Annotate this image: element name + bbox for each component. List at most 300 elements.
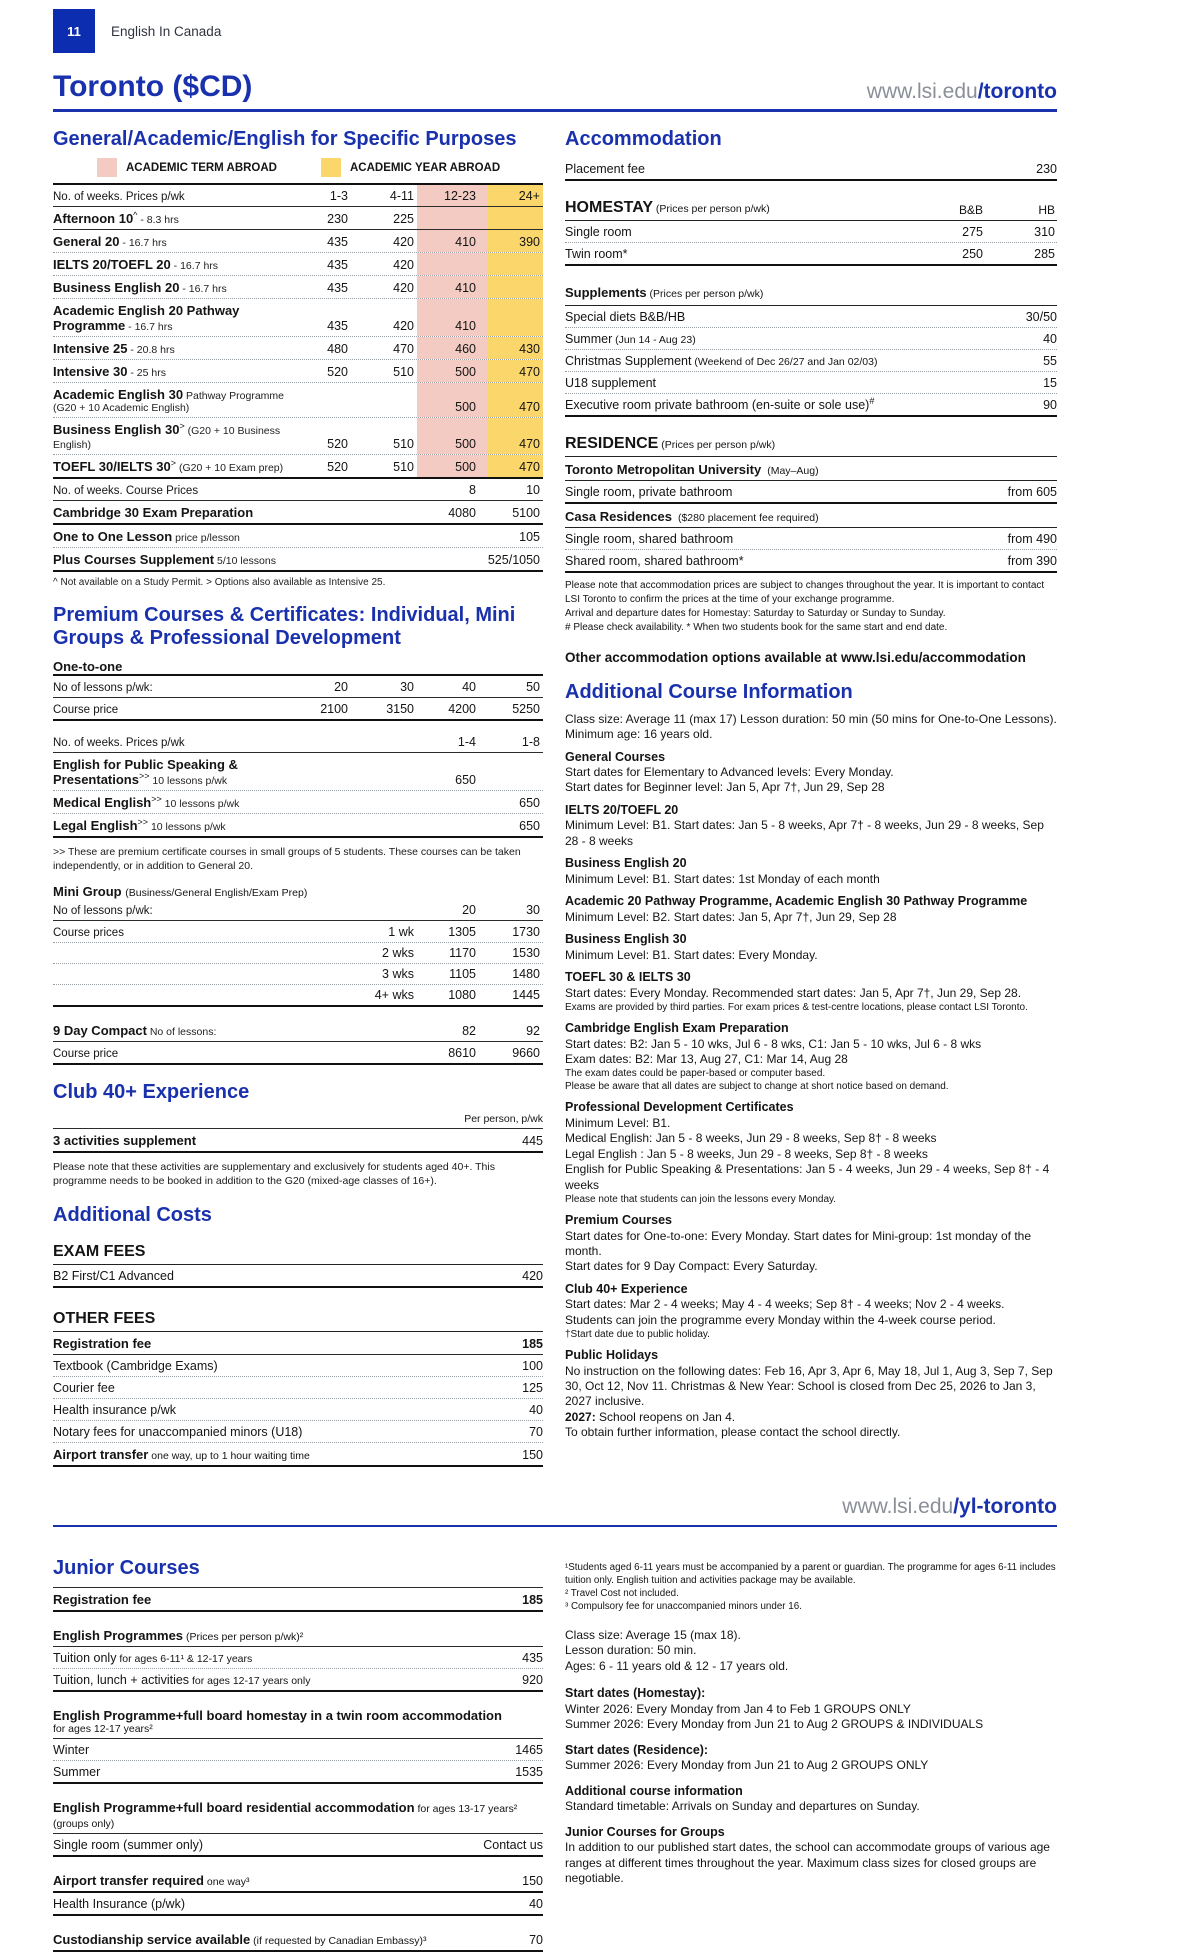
price-cell: 90 xyxy=(1043,398,1057,413)
price-cell: 500 xyxy=(417,360,487,382)
row-label xyxy=(53,1336,151,1351)
premium-price-table xyxy=(53,674,543,838)
row-subtext: - 25 hrs xyxy=(127,367,166,380)
row-subtext: - 8.3 hrs xyxy=(137,214,179,227)
price-cell xyxy=(417,525,487,547)
mini-group-head xyxy=(53,884,543,899)
price-cell: 40 xyxy=(529,1402,543,1417)
price-cell: 460 xyxy=(417,337,487,359)
row-label xyxy=(53,253,293,275)
course-info-smallnote: The exam dates could be paper-based or computer based. xyxy=(565,1068,826,1080)
table-row xyxy=(53,1443,543,1467)
supplements-title xyxy=(565,284,915,302)
row-label xyxy=(53,1838,203,1852)
row-title: Tuition, lunch + activities xyxy=(53,1673,190,1688)
row-label xyxy=(53,1403,176,1417)
bold-lead: 2027: xyxy=(565,1409,596,1424)
row-title: Christmas Supplement xyxy=(565,354,692,369)
table-row xyxy=(53,299,543,337)
superscript-marker: >> xyxy=(138,771,150,782)
table-row xyxy=(565,394,1057,417)
page-number-box xyxy=(53,9,95,53)
supplements-sublabel: (Prices per person p/wk) xyxy=(646,288,764,301)
page xyxy=(53,0,1057,1952)
junior-title: Junior Courses xyxy=(53,1556,200,1579)
row-title: Notary fees for unaccompanied minors (U18) xyxy=(53,1424,303,1439)
homestay-head xyxy=(565,193,1057,221)
junior-info-line: Summer 2026: Every Monday from Jun 21 to Aug 2 GROUPS ONLY xyxy=(565,1758,929,1773)
course-info-head: Public Holidays xyxy=(565,1347,659,1362)
course-info-line: Students can join the programme every Monday within the 4-week course period. xyxy=(565,1312,996,1327)
row-subtext: one way, up to 1 hour waiting time xyxy=(148,1449,310,1462)
row-label xyxy=(53,1592,151,1607)
price-cell: 40 xyxy=(529,1897,543,1912)
price-cell: 3150 xyxy=(386,702,414,717)
row-subtext: (G20 + 10 Exam prep) xyxy=(176,462,284,475)
course-info-line: Minimum Level: B1. Start dates: Jan 5 - 8 weeks, Apr 7† - 8 weeks, Jun 29 - 8 weeks, Sep 28 - 8 weeks xyxy=(565,818,1044,848)
junior-url[interactable] xyxy=(842,1495,1057,1518)
additional-costs-title: Additional Costs xyxy=(53,1204,212,1227)
price-cell xyxy=(487,276,543,298)
table-row xyxy=(53,183,543,207)
price-cell: Contact us xyxy=(483,1838,543,1853)
price-cell: 525/1050 xyxy=(487,553,540,568)
price-cell: 40 xyxy=(462,680,476,695)
row-label xyxy=(53,998,313,1005)
price-cell: from 605 xyxy=(1007,485,1057,500)
period-cell: 4+ wks xyxy=(374,987,414,1002)
url-prefix: www.lsi.edu xyxy=(842,1494,954,1518)
row-title: Tuition only xyxy=(53,1651,117,1666)
table-row xyxy=(53,731,543,753)
junior-info-blocks xyxy=(565,1686,1057,1886)
price-cell: 1080 xyxy=(448,987,476,1002)
row-subtext: - 16.7 hrs xyxy=(170,260,219,273)
row-title: English for Public Speaking & Presentations xyxy=(53,757,238,788)
price-cell xyxy=(487,207,543,229)
superscript-marker: # xyxy=(869,396,875,407)
price-cell: 150 xyxy=(522,1874,543,1889)
price-cell: 650 xyxy=(455,773,476,788)
row-title: B2 First/C1 Advanced xyxy=(53,1268,174,1283)
course-info-line: Minimum age: 16 years old. xyxy=(565,727,713,742)
row-label xyxy=(53,1019,313,1041)
table-row xyxy=(53,943,543,964)
price-cell: 1-8 xyxy=(521,735,540,750)
price-cell xyxy=(351,383,417,417)
price-cell: 920 xyxy=(522,1673,543,1688)
price-cell: 420 xyxy=(393,258,414,273)
mini-group-title: Mini Group xyxy=(53,883,122,899)
course-info-line: To obtain further information, please contact the school directly. xyxy=(565,1425,901,1439)
price-cell: 10 xyxy=(526,483,540,498)
price-cell: 230 xyxy=(1036,162,1057,177)
residence-head xyxy=(565,429,1057,457)
price-cell: 650 xyxy=(519,819,540,834)
junior-info-head: Additional course information xyxy=(565,1783,743,1798)
row-label xyxy=(53,1897,185,1911)
table-row xyxy=(53,814,543,838)
price-cell: 435 xyxy=(327,281,348,296)
price-cell: 92 xyxy=(526,1023,540,1038)
price-cell: 435 xyxy=(327,258,348,273)
course-info-line: No instruction on the following dates: Feb 16, Apr 3, Apr 6, May 18, Jul 1, Aug 3, Sep 7, Sep 30, Oct 12, Nov 11. Christmas & New Year: School is closed from Dec 25, 2026 to Jan 3, 2027 inclusive. xyxy=(565,1363,1053,1409)
row-title: Business English 20 xyxy=(53,280,180,296)
homestay-sublabel: (Prices per person p/wk) xyxy=(653,203,770,216)
mini-group-table xyxy=(53,899,543,1007)
course-info-block xyxy=(565,1348,1057,1440)
price-cell: 105 xyxy=(519,530,540,545)
table-row xyxy=(53,253,543,276)
price-cell: 4080 xyxy=(448,506,476,521)
table-row xyxy=(53,1647,543,1669)
row-label xyxy=(53,548,293,570)
junior-info-line: In addition to our published start dates, the school can accommodate groups of various age ranges at different times throughout the year. Maximum class sizes for closed groups are negotiable. xyxy=(565,1840,1050,1885)
price-cell: 510 xyxy=(393,365,414,380)
row-label xyxy=(53,1932,427,1947)
period-cell: 2 wks xyxy=(382,945,414,960)
row-label xyxy=(53,1673,310,1687)
row-label xyxy=(53,360,293,382)
general-footnote: ^ Not available on a Study Permit. > Options also available as Intensive 25. xyxy=(53,577,386,589)
price-cell: 470 xyxy=(487,418,543,454)
row-subtext: for ages 12-17 years² xyxy=(53,1723,153,1736)
price-cell: 500 xyxy=(417,418,487,454)
table-row xyxy=(53,548,543,572)
row-label xyxy=(53,1425,302,1439)
column-header-hb: HB xyxy=(1038,203,1055,218)
row-label xyxy=(53,276,293,298)
price-cell: 420 xyxy=(393,281,414,296)
superscript-marker: > xyxy=(179,421,185,432)
price-cell: 430 xyxy=(487,337,543,359)
table-row xyxy=(53,525,543,548)
price-cell xyxy=(417,791,487,813)
club40-table xyxy=(53,1129,543,1153)
price-cell: 480 xyxy=(327,342,348,357)
price-cell: 8610 xyxy=(448,1045,476,1060)
table-row xyxy=(565,328,1057,350)
other-fees-head: OTHER FEES xyxy=(53,1302,543,1332)
price-cell: 435 xyxy=(327,235,348,250)
accommodation-notes xyxy=(565,579,1057,635)
course-info-head: Cambridge English Exam Preparation xyxy=(565,1021,789,1036)
row-title: No of lessons p/wk: xyxy=(53,682,153,695)
row-label xyxy=(53,1628,303,1643)
row-label xyxy=(53,731,293,752)
row-label xyxy=(53,899,313,920)
row-label xyxy=(565,532,733,546)
row-label xyxy=(53,791,293,813)
row-title: English Programme+full board homestay in a twin room accommodation xyxy=(53,1708,502,1724)
row-label xyxy=(565,376,656,390)
course-info-line: Medical English: Jan 5 - 8 weeks, Jun 29 - 8 weeks, Sep 8† - 8 weeks xyxy=(565,1131,937,1146)
row-title: Single room, shared bathroom xyxy=(565,532,734,547)
row-label xyxy=(53,1359,218,1373)
junior-price-table xyxy=(53,1587,543,1952)
row-title: One to One Lesson xyxy=(53,529,173,545)
legend-label: ACADEMIC YEAR ABROAD xyxy=(349,161,501,174)
price-cell: 420 xyxy=(522,1268,543,1283)
table-row xyxy=(565,306,1057,328)
row-label xyxy=(53,207,293,229)
price-cell: 250 xyxy=(962,247,983,262)
table-row xyxy=(53,1669,543,1692)
row-subtext: 5/10 lessons xyxy=(214,555,276,568)
row-subtext: (Prices per person p/wk)² xyxy=(183,1631,304,1644)
title-rule xyxy=(53,109,1057,112)
row-label xyxy=(53,698,293,719)
junior-class-line: Class size: Average 15 (max 18). xyxy=(565,1627,741,1642)
row-label xyxy=(53,383,293,417)
course-info-line: Legal English : Jan 5 - 8 weeks, Jun 29 - 8 weeks, Sep 8† - 8 weeks xyxy=(565,1146,928,1161)
price-cell: 125 xyxy=(522,1380,543,1395)
junior-info-line: Standard timetable: Arrivals on Sunday and departures on Sunday. xyxy=(565,1799,920,1814)
line-text: School reopens on Jan 4. xyxy=(595,1409,736,1424)
table-row xyxy=(53,479,543,501)
table-row xyxy=(53,1624,543,1647)
table-row xyxy=(53,1332,543,1355)
course-info-head: General Courses xyxy=(565,749,666,764)
price-cell xyxy=(293,731,351,752)
junior-left-column xyxy=(53,1543,543,1952)
course-info-block xyxy=(565,970,1057,1014)
table-row xyxy=(53,1042,543,1065)
row-subtext: (Jun 14 - Aug 23) xyxy=(612,334,696,347)
row-title: 3 activities supplement xyxy=(53,1132,197,1148)
course-info-line: Start dates for Beginner level: Jan 5, Apr 7†, Jun 29, Sep 28 xyxy=(565,780,885,795)
junior-info-block xyxy=(565,1825,1057,1887)
legend-item xyxy=(321,158,500,177)
price-cell: 520 xyxy=(327,365,348,380)
row-label xyxy=(565,332,696,346)
table-row xyxy=(53,1869,543,1893)
price-cell: 470 xyxy=(487,455,543,477)
price-cell: 500 xyxy=(417,455,487,477)
series-label: English In Canada xyxy=(111,23,222,39)
general-price-table xyxy=(53,183,543,572)
price-cell: 435 xyxy=(522,1651,543,1666)
row-title: Placement fee xyxy=(565,162,645,177)
row-label xyxy=(53,921,313,942)
table-row xyxy=(565,350,1057,372)
price-cell: 12-23 xyxy=(417,185,487,206)
row-label xyxy=(565,354,877,368)
price-cell: 470 xyxy=(393,342,414,357)
price-cell xyxy=(351,479,417,500)
group-title: Toronto Metropolitan University xyxy=(565,462,762,478)
price-cell: 520 xyxy=(327,437,348,452)
nine-day-compact-table xyxy=(53,1019,543,1065)
row-title: Airport transfer required xyxy=(53,1873,204,1889)
row-title: Health Insurance (p/wk) xyxy=(53,1897,186,1912)
row-title: Intensive 30 xyxy=(53,364,128,380)
main-url[interactable] xyxy=(867,80,1057,104)
row-subtext: 10 lessons p/wk xyxy=(161,798,240,811)
course-info-head: Premium Courses xyxy=(565,1212,672,1227)
table-row xyxy=(565,528,1057,550)
row-label xyxy=(53,418,293,454)
junior-url-row xyxy=(53,1495,1057,1519)
price-cell: 410 xyxy=(417,276,487,298)
accommodation-title: Accommodation xyxy=(565,128,722,150)
row-label xyxy=(565,310,685,324)
price-cell: 150 xyxy=(522,1447,543,1462)
yellow-swatch xyxy=(321,158,341,177)
price-cell: 1535 xyxy=(515,1765,543,1780)
price-cell: 310 xyxy=(1034,225,1055,240)
title-row xyxy=(53,70,1057,104)
note-line: # Please check availability. * When two students book for the same start and end date. xyxy=(565,622,948,634)
table-row xyxy=(565,550,1057,573)
row-title: English Programmes xyxy=(53,1628,184,1644)
row-label xyxy=(565,162,645,176)
row-title: Courier fee xyxy=(53,1380,115,1395)
price-cell: 4200 xyxy=(448,702,476,717)
row-label xyxy=(53,1381,115,1395)
course-info-block xyxy=(565,750,1057,796)
row-label xyxy=(53,814,293,836)
price-cell xyxy=(351,753,417,790)
row-title: Special diets B&B/HB xyxy=(565,310,686,325)
supplements-head xyxy=(565,278,1057,306)
course-info-head: Business English 30 xyxy=(565,932,687,947)
price-cell xyxy=(417,548,487,570)
price-cell xyxy=(351,501,417,523)
row-label xyxy=(53,479,293,500)
junior-info-column xyxy=(565,1561,1057,1897)
course-info-head: Business English 20 xyxy=(565,856,687,871)
price-cell xyxy=(293,814,351,836)
price-cell xyxy=(293,383,351,417)
price-cell: 8 xyxy=(469,483,476,498)
course-info-smallnote: †Start date due to public holiday. xyxy=(565,1328,710,1340)
superscript-marker: > xyxy=(170,458,177,469)
row-title: No. of weeks. Prices p/wk xyxy=(53,737,185,750)
superscript-marker: ^ xyxy=(133,210,138,221)
course-info-block xyxy=(565,1100,1057,1205)
row-title: Executive room private bathroom (en-suite or sole use) xyxy=(565,398,870,413)
row-subtext: 10 lessons p/wk xyxy=(149,775,228,788)
course-info-smallnote: Please note that students can join the lessons every Monday. xyxy=(565,1193,837,1205)
table-row xyxy=(53,753,543,791)
junior-info-block xyxy=(565,1686,1057,1732)
row-label xyxy=(565,485,732,499)
table-row xyxy=(53,1834,543,1857)
junior-info-head: Start dates (Residence): xyxy=(565,1742,709,1757)
junior-footnote: ¹Students aged 6-11 years must be accompanied by a parent or guardian. The programme for ages 6-11 includes tuition only. English tuition and activities package may be available. xyxy=(565,1561,1056,1586)
table-row xyxy=(53,964,543,985)
row-label xyxy=(53,1765,100,1779)
price-cell: 30/50 xyxy=(1025,310,1057,325)
row-title: Textbook (Cambridge Exams) xyxy=(53,1358,218,1373)
table-row xyxy=(53,383,543,418)
price-cell xyxy=(293,479,351,500)
column-header-bb: B&B xyxy=(958,203,983,218)
exam-fees-head: EXAM FEES xyxy=(53,1235,543,1265)
row-title: Shared room, shared bathroom* xyxy=(565,554,744,569)
price-cell: 470 xyxy=(487,383,543,417)
course-info-line: Minimum Level: B2. Start dates: Jan 5, Apr 7†, Jun 29, Sep 28 xyxy=(565,909,897,924)
price-cell xyxy=(293,548,351,570)
row-title: General 20 xyxy=(53,234,120,250)
price-cell: 500 xyxy=(417,383,487,417)
course-info-line: Start dates: B2: Jan 5 - 10 wks, Jul 6 - 8 wks, C1: Jan 5 - 10 wks, Jul 6 - 8 wks xyxy=(565,1036,982,1051)
price-cell: 1305 xyxy=(448,924,476,939)
table-row xyxy=(53,899,543,921)
course-info-title: Additional Course Information xyxy=(565,681,853,704)
price-cell: 1170 xyxy=(449,945,476,960)
price-cell xyxy=(351,791,417,813)
price-cell: 82 xyxy=(462,1023,476,1038)
row-title: Registration fee xyxy=(53,1592,152,1608)
row-title: Summer xyxy=(53,1765,101,1780)
price-cell: from 390 xyxy=(1007,554,1057,569)
club40-section-title: Club 40+ Experience xyxy=(53,1080,250,1103)
abroad-legend xyxy=(97,158,543,177)
course-info-block xyxy=(565,932,1057,963)
junior-footnote: ³ Compulsory fee for unaccompanied minors under 16. xyxy=(565,1601,802,1613)
table-row xyxy=(53,1761,543,1784)
course-info-line: English for Public Speaking & Presentations: Jan 5 - 4 weeks, Jun 29 - 4 weeks, Sep 8† - 4 weeks xyxy=(565,1162,1050,1192)
price-cell xyxy=(417,814,487,836)
course-info-line: Minimum Level: B1. xyxy=(565,1116,671,1131)
course-info-line: Start dates for Elementary to Advanced levels: Every Monday. xyxy=(565,765,894,780)
course-info-block xyxy=(565,1021,1057,1093)
url-suffix: /yl-toronto xyxy=(953,1494,1057,1518)
row-label: Single room xyxy=(565,225,632,240)
course-info-line: Class size: Average 11 (max 17) Lesson duration: 50 min (50 mins for One-to-One Lessons). xyxy=(565,711,1057,726)
table-row xyxy=(53,791,543,814)
junior-columns xyxy=(53,1543,1057,1952)
left-column xyxy=(53,128,543,1467)
table-row xyxy=(53,1399,543,1421)
course-info-block xyxy=(565,712,1057,743)
price-cell: 435 xyxy=(327,319,348,334)
row-title: Business English 30 xyxy=(53,422,180,438)
price-cell xyxy=(293,753,351,790)
price-cell: 1105 xyxy=(449,966,476,981)
page-title: Toronto ($CD) xyxy=(53,70,253,103)
price-cell: 20 xyxy=(334,680,348,695)
row-label xyxy=(53,1800,543,1830)
residence-group-name xyxy=(565,457,1057,481)
price-cell: 100 xyxy=(522,1358,543,1373)
row-title: Single room, private bathroom xyxy=(565,485,733,500)
junior-footnote: ² Travel Cost not included. xyxy=(565,1588,679,1600)
price-cell: 30 xyxy=(526,902,540,917)
row-label xyxy=(53,676,293,697)
price-cell xyxy=(487,299,543,336)
table-row xyxy=(53,1421,543,1443)
one-to-one-head: One-to-one xyxy=(53,659,123,675)
price-cell: 1730 xyxy=(512,924,540,939)
price-cell: 5100 xyxy=(512,506,540,521)
price-cell: 15 xyxy=(1043,376,1057,391)
price-cell: 1480 xyxy=(512,966,540,981)
table-row xyxy=(53,276,543,299)
price-cell xyxy=(417,207,487,229)
row-subtext: No of lessons: xyxy=(146,1025,217,1038)
course-info-block xyxy=(565,856,1057,887)
price-cell: 55 xyxy=(1043,354,1057,369)
price-cell xyxy=(487,253,543,275)
table-row xyxy=(53,207,543,230)
course-info-block xyxy=(565,894,1057,925)
row-title: Course price xyxy=(53,1047,119,1060)
url-prefix: www.lsi.edu xyxy=(866,80,978,103)
course-info-block xyxy=(565,1213,1057,1275)
